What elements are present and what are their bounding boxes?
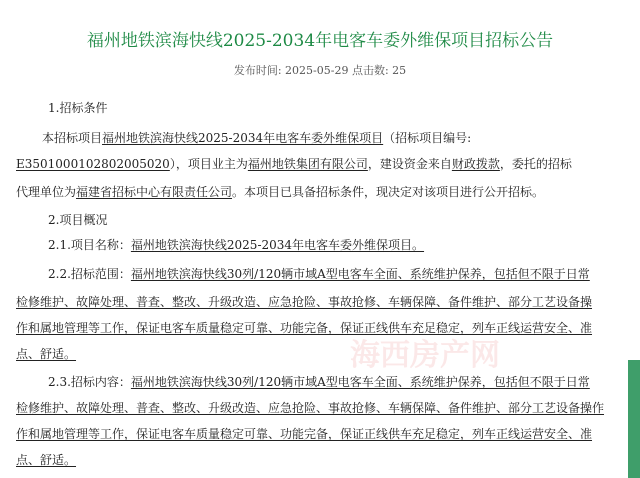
publish-meta: 发布时间: 2025-05-29 点击数: 25 xyxy=(233,64,407,77)
section-2-2-line-4: 点、舒适。 xyxy=(16,347,77,361)
text: （招标项目编号: xyxy=(383,131,472,145)
tender-agent: 福建省招标中心有限责任公司 xyxy=(76,185,233,199)
project-code: E3501000102802005020 xyxy=(16,157,170,171)
project-name: 福州地铁滨海快线2025-2034年电客车委外维保项目 xyxy=(102,131,384,145)
scope-text: 福州地铁滨海快线30列/120辆市域A型电客车全面、系统维护保养，包括但不限于日常 xyxy=(130,267,590,281)
paragraph-1-line-1 xyxy=(42,130,640,146)
content-text: 福州地铁滨海快线30列/120辆市域A型电客车全面、系统维护保养，包括但不限于日常 xyxy=(130,375,590,389)
text: 。本项目已具备招标条件，现决定对该项目进行公开招标。 xyxy=(232,185,545,199)
project-name-value: 福州地铁滨海快线2025-2034年电客车委外维保项目。 xyxy=(130,238,425,252)
label: 2.2.招标范围： xyxy=(48,267,131,281)
section-2-2-line-2: 检修维护、故障处理、普查、整改、升级改造、应急抢险、事故抢修、车辆保障、备件维护、部分工艺设备操 xyxy=(16,295,593,309)
text: ，委托的招标 xyxy=(499,157,572,171)
text: ，建设资金来自 xyxy=(367,157,452,171)
fund-source: 财政拨款 xyxy=(451,157,500,171)
section-2-heading: 2.项目概况 xyxy=(48,213,108,227)
text: 本招标项目 xyxy=(42,131,103,145)
paragraph-1-line-3 xyxy=(16,184,640,200)
section-2-3-line-3: 作和属地管理等工作，保证电客车质量稳定可靠、功能完备，保证正线供车充足稳定，列车正线运营安全、准 xyxy=(16,427,593,441)
paragraph-1-line-2 xyxy=(16,156,640,172)
label: 2.3.招标内容： xyxy=(48,375,131,389)
side-bar xyxy=(628,360,640,478)
label: 2.1.项目名称： xyxy=(48,238,131,252)
section-2-3-line-1 xyxy=(48,374,640,390)
page-title: 福州地铁滨海快线2025-2034年电客车委外维保项目招标公告 xyxy=(86,31,554,51)
section-2-2-line-1 xyxy=(48,266,640,282)
text: ），项目业主为 xyxy=(169,157,248,171)
section-2-2-line-3: 作和属地管理等工作，保证电客车质量稳定可靠、功能完备，保证正线供车充足稳定，列车正线运营安全、准 xyxy=(16,321,593,335)
project-owner: 福州地铁集团有限公司 xyxy=(247,157,368,171)
section-2-3-line-4: 点、舒适。 xyxy=(16,453,77,467)
section-2-3-line-2: 检修维护、故障处理、普查、整改、升级改造、应急抢险、事故抢修、车辆保障、备件维护、部分工艺设备操作 xyxy=(16,401,605,415)
watermark-logo: 海西房产网 xyxy=(350,338,500,373)
text: 代理单位为 xyxy=(16,185,77,199)
section-1-heading: 1.招标条件 xyxy=(48,101,108,115)
section-2-1 xyxy=(48,237,640,253)
